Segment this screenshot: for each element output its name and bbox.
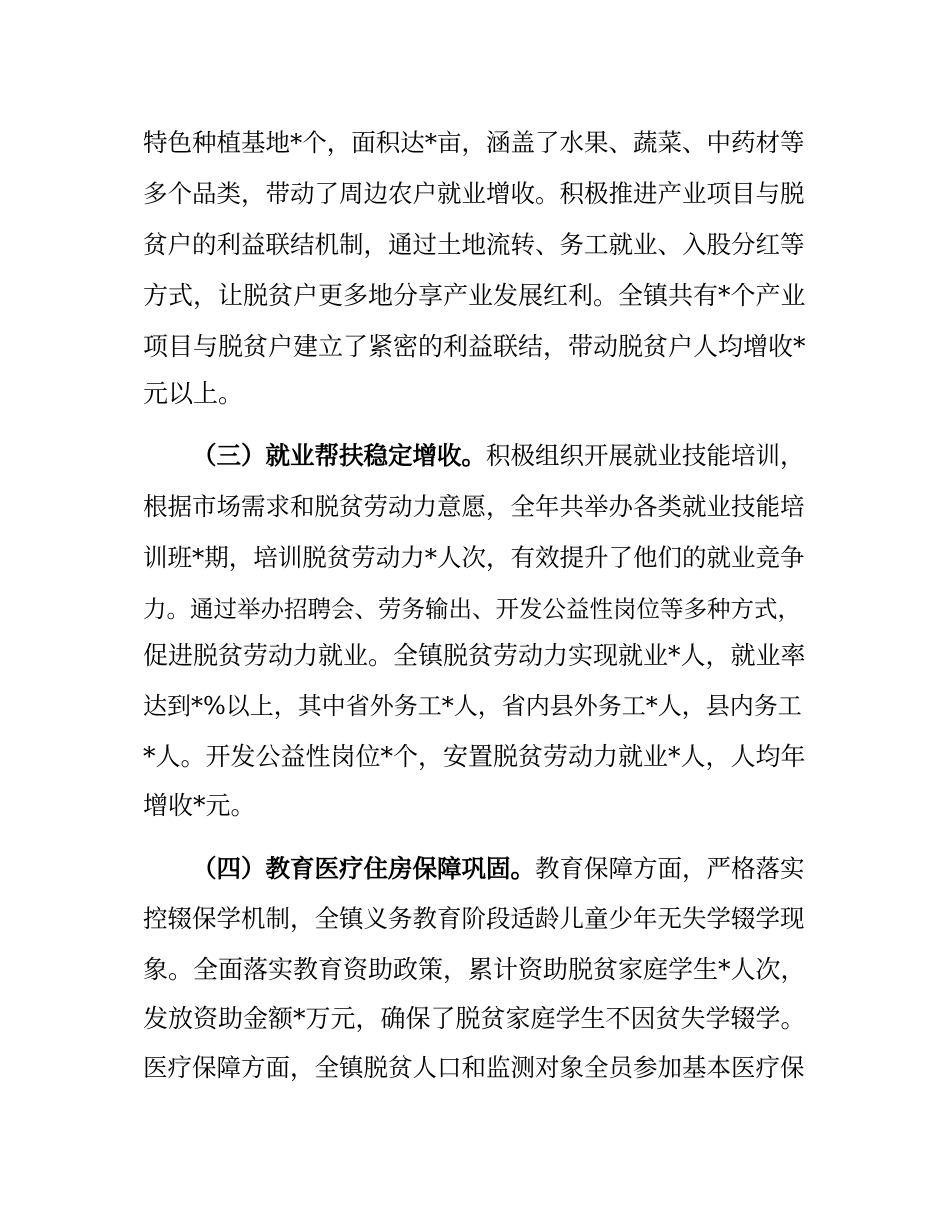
paragraph-line: 根据市场需求和脱贫劳动力意愿，全年共举办各类就业技能培 xyxy=(143,492,805,521)
paragraph-line: 方式，让脱贫户更多地分享产业发展红利。全镇共有*个产业 xyxy=(143,281,806,310)
paragraph-line: 促进脱贫劳动力就业。全镇脱贫劳动力实现就业*人，就业率 xyxy=(143,641,806,670)
paragraph-line: 多个品类，带动了周边农户就业增收。积极推进产业项目与脱 xyxy=(143,179,805,208)
section-text: 教育保障方面，严格落实 xyxy=(535,854,805,883)
section-four-first-line xyxy=(192,853,805,885)
section-text: 积极组织开展就业技能培训， xyxy=(486,441,805,470)
paragraph-line: 元以上。 xyxy=(143,379,244,408)
section-heading: （三）就业帮扶稳定增收。 xyxy=(192,441,486,470)
paragraph-line: 训班*期，培训脱贫劳动力*人次，有效提升了他们的就业竞争 xyxy=(143,543,805,572)
paragraph-line: 达到*%以上，其中省外务工*人，省内县外务工*人，县内务工 xyxy=(143,692,802,720)
paragraph-line: 特色种植基地*个，面积达*亩，涵盖了水果、蔬菜、中药材等 xyxy=(143,128,805,157)
section-heading: （四）教育医疗住房保障巩固。 xyxy=(192,854,535,883)
paragraph-line: 控辍保学机制，全镇义务教育阶段适龄儿童少年无失学辍学现 xyxy=(143,904,805,933)
paragraph-line: *人。开发公益性岗位*个，安置脱贫劳动力就业*人，人均年 xyxy=(143,742,806,771)
paragraph-line: 力。通过举办招聘会、劳务输出、开发公益性岗位等多种方式， xyxy=(143,595,801,623)
paragraph-line: 项目与脱贫户建立了紧密的利益联结，带动脱贫户人均增收* xyxy=(143,332,806,361)
paragraph-line: 象。全面落实教育资助政策，累计资助脱贫家庭学生*人次， xyxy=(143,955,806,984)
paragraph-line: 增收*元。 xyxy=(143,791,256,820)
paragraph-line: 医疗保障方面，全镇脱贫人口和监测对象全员参加基本医疗保 xyxy=(143,1053,805,1082)
paragraph-line: 贫户的利益联结机制，通过土地流转、务工就业、入股分红等 xyxy=(143,230,805,259)
section-three-first-line xyxy=(192,440,805,472)
paragraph-line: 发放资助金额*万元，确保了脱贫家庭学生不因贫失学辍学。 xyxy=(143,1004,806,1033)
